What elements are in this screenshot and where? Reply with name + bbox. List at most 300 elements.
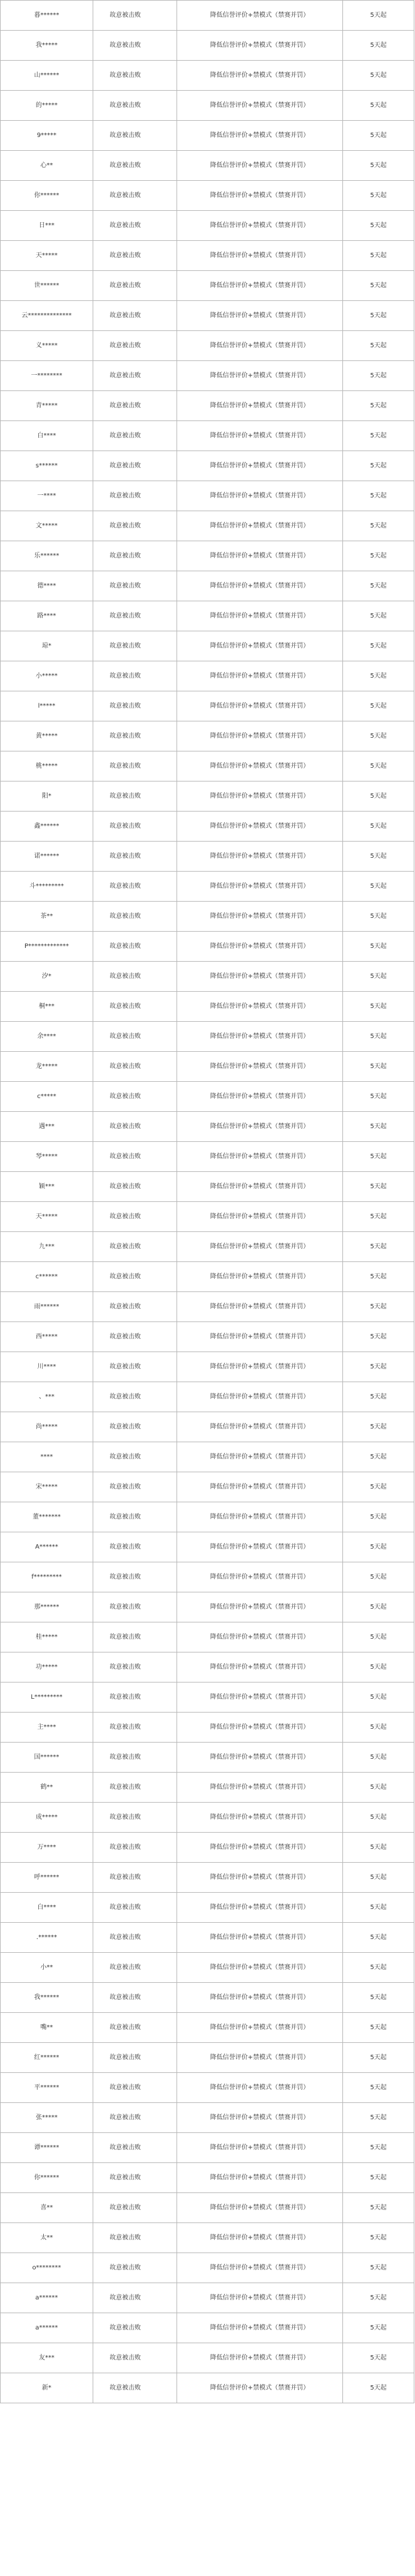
- player-name-cell: 国******: [1, 1743, 93, 1773]
- violation-reason-cell: 故意被击败: [93, 1592, 177, 1622]
- duration-cell: 5天起: [343, 601, 414, 631]
- duration-cell: 5天起: [343, 2223, 414, 2253]
- player-name-cell: 阳*: [1, 781, 93, 812]
- penalty-cell: 降低信誉评价+禁模式（禁赛并罚）: [177, 511, 343, 541]
- duration-cell: 5天起: [343, 1743, 414, 1773]
- player-name-cell: 黄*****: [1, 721, 93, 751]
- violation-reason-cell: 故意被击败: [93, 1202, 177, 1232]
- player-name-cell: P*************: [1, 932, 93, 962]
- player-name-cell: 9*****: [1, 121, 93, 151]
- table-row: [1, 1713, 414, 1743]
- player-name-cell: c******: [1, 1262, 93, 1292]
- duration-cell: 5天起: [343, 31, 414, 61]
- table-row: [1, 1562, 414, 1592]
- violation-reason-cell: 故意被击败: [93, 661, 177, 691]
- penalty-cell: 降低信誉评价+禁模式（禁赛并罚）: [177, 1142, 343, 1172]
- duration-cell: 5天起: [343, 1622, 414, 1652]
- table-row: [1, 1592, 414, 1622]
- penalty-cell: 降低信誉评价+禁模式（禁赛并罚）: [177, 361, 343, 391]
- player-name-cell: 一****: [1, 481, 93, 511]
- table-row: [1, 361, 414, 391]
- table-row: [1, 151, 414, 181]
- player-name-cell: 心**: [1, 151, 93, 181]
- player-name-cell: s******: [1, 451, 93, 481]
- violation-reason-cell: 故意被击败: [93, 1622, 177, 1652]
- player-name-cell: 宋*****: [1, 1472, 93, 1502]
- player-name-cell: 余****: [1, 1022, 93, 1052]
- player-name-cell: 诺******: [1, 842, 93, 872]
- player-name-cell: 、***: [1, 1382, 93, 1412]
- violation-reason-cell: 故意被击败: [93, 1502, 177, 1532]
- violation-reason-cell: 故意被击败: [93, 1683, 177, 1713]
- penalty-cell: 降低信誉评价+禁模式（禁赛并罚）: [177, 1863, 343, 1893]
- penalty-cell: 降低信誉评价+禁模式（禁赛并罚）: [177, 2313, 343, 2343]
- violation-reason-cell: 故意被击败: [93, 1863, 177, 1893]
- penalty-cell: 降低信誉评价+禁模式（禁赛并罚）: [177, 2223, 343, 2253]
- duration-cell: 5天起: [343, 751, 414, 781]
- penalty-cell: 降低信誉评价+禁模式（禁赛并罚）: [177, 1442, 343, 1472]
- violation-reason-cell: 故意被击败: [93, 1953, 177, 1983]
- duration-cell: 5天起: [343, 2193, 414, 2223]
- table-row: [1, 751, 414, 781]
- violation-reason-cell: 故意被击败: [93, 331, 177, 361]
- penalty-cell: 降低信誉评价+禁模式（禁赛并罚）: [177, 932, 343, 962]
- player-name-cell: 琼*: [1, 631, 93, 661]
- violation-reason-cell: 故意被击败: [93, 751, 177, 781]
- violation-reason-cell: 故意被击败: [93, 2073, 177, 2103]
- player-name-cell: 西*****: [1, 1322, 93, 1352]
- penalty-cell: 降低信誉评价+禁模式（禁赛并罚）: [177, 1652, 343, 1683]
- table-row: [1, 1472, 414, 1502]
- player-name-cell: 嘴**: [1, 2013, 93, 2043]
- penalty-cell: 降低信誉评价+禁模式（禁赛并罚）: [177, 1773, 343, 1803]
- duration-cell: 5天起: [343, 181, 414, 211]
- violation-reason-cell: 故意被击败: [93, 571, 177, 601]
- penalty-cell: 降低信誉评价+禁模式（禁赛并罚）: [177, 1893, 343, 1923]
- violation-reason-cell: 故意被击败: [93, 151, 177, 181]
- penalty-cell: 降低信誉评价+禁模式（禁赛并罚）: [177, 1683, 343, 1713]
- violation-reason-cell: 故意被击败: [93, 992, 177, 1022]
- duration-cell: 5天起: [343, 2103, 414, 2133]
- penalty-cell: 降低信誉评价+禁模式（禁赛并罚）: [177, 781, 343, 812]
- table-row: [1, 181, 414, 211]
- table-row: [1, 842, 414, 872]
- duration-cell: 5天起: [343, 2283, 414, 2313]
- player-name-cell: 一********: [1, 361, 93, 391]
- player-name-cell: 龙*****: [1, 1052, 93, 1082]
- duration-cell: 5天起: [343, 2013, 414, 2043]
- table-row: [1, 1412, 414, 1442]
- duration-cell: 5天起: [343, 481, 414, 511]
- violation-reason-cell: 故意被击败: [93, 91, 177, 121]
- player-name-cell: 路****: [1, 601, 93, 631]
- violation-reason-cell: 故意被击败: [93, 481, 177, 511]
- player-name-cell: 斗*********: [1, 872, 93, 902]
- player-name-cell: 天*****: [1, 241, 93, 271]
- violation-reason-cell: 故意被击败: [93, 2043, 177, 2073]
- violation-reason-cell: 故意被击败: [93, 1382, 177, 1412]
- penalty-cell: 降低信誉评价+禁模式（禁赛并罚）: [177, 631, 343, 661]
- table-row: [1, 1953, 414, 1983]
- duration-cell: 5天起: [343, 1893, 414, 1923]
- violation-reason-cell: 故意被击败: [93, 1112, 177, 1142]
- penalty-cell: 降低信誉评价+禁模式（禁赛并罚）: [177, 1622, 343, 1652]
- violation-reason-cell: 故意被击败: [93, 511, 177, 541]
- violation-reason-cell: 故意被击败: [93, 2223, 177, 2253]
- player-name-cell: 友***: [1, 2343, 93, 2373]
- violation-reason-cell: 故意被击败: [93, 1322, 177, 1352]
- player-name-cell: 谭******: [1, 2133, 93, 2163]
- player-name-cell: 白****: [1, 1893, 93, 1923]
- duration-cell: 5天起: [343, 1803, 414, 1833]
- duration-cell: 5天起: [343, 1683, 414, 1713]
- player-name-cell: 的*****: [1, 91, 93, 121]
- duration-cell: 5天起: [343, 241, 414, 271]
- table-row: [1, 1442, 414, 1472]
- duration-cell: 5天起: [343, 1292, 414, 1322]
- player-name-cell: 遇***: [1, 1112, 93, 1142]
- violation-reason-cell: 故意被击败: [93, 301, 177, 331]
- duration-cell: 5天起: [343, 1502, 414, 1532]
- penalty-cell: 降低信誉评价+禁模式（禁赛并罚）: [177, 1923, 343, 1953]
- duration-cell: 5天起: [343, 781, 414, 812]
- player-name-cell: c*****: [1, 1082, 93, 1112]
- violation-reason-cell: 故意被击败: [93, 1142, 177, 1172]
- duration-cell: 5天起: [343, 691, 414, 721]
- violation-reason-cell: 故意被击败: [93, 2373, 177, 2403]
- player-name-cell: 成*****: [1, 1803, 93, 1833]
- table-row: [1, 1652, 414, 1683]
- player-name-cell: 鹤**: [1, 1773, 93, 1803]
- table-row: [1, 1923, 414, 1953]
- violation-reason-cell: 故意被击败: [93, 601, 177, 631]
- penalty-cell: 降低信誉评价+禁模式（禁赛并罚）: [177, 1052, 343, 1082]
- player-name-cell: 桐***: [1, 992, 93, 1022]
- table-row: [1, 2043, 414, 2073]
- player-name-cell: 红******: [1, 2043, 93, 2073]
- player-name-cell: a******: [1, 2313, 93, 2343]
- duration-cell: 5天起: [343, 2073, 414, 2103]
- duration-cell: 5天起: [343, 2253, 414, 2283]
- penalty-cell: 降低信誉评价+禁模式（禁赛并罚）: [177, 2283, 343, 2313]
- table-row: [1, 992, 414, 1022]
- player-name-cell: 平******: [1, 2073, 93, 2103]
- violation-reason-cell: 故意被击败: [93, 1262, 177, 1292]
- table-row: [1, 2313, 414, 2343]
- duration-cell: 5天起: [343, 1773, 414, 1803]
- violation-reason-cell: 故意被击败: [93, 421, 177, 451]
- violation-reason-cell: 故意被击败: [93, 1412, 177, 1442]
- violation-reason-cell: 故意被击败: [93, 211, 177, 241]
- duration-cell: 5天起: [343, 962, 414, 992]
- table-row: [1, 1112, 414, 1142]
- player-name-cell: 青*****: [1, 391, 93, 421]
- table-row: [1, 1502, 414, 1532]
- violation-reason-cell: 故意被击败: [93, 1292, 177, 1322]
- duration-cell: 5天起: [343, 812, 414, 842]
- duration-cell: 5天起: [343, 1472, 414, 1502]
- penalty-cell: 降低信誉评价+禁模式（禁赛并罚）: [177, 451, 343, 481]
- violation-reason-cell: 故意被击败: [93, 1713, 177, 1743]
- violation-reason-cell: 故意被击败: [93, 2313, 177, 2343]
- violation-reason-cell: 故意被击败: [93, 1472, 177, 1502]
- penalty-cell: 降低信誉评价+禁模式（禁赛并罚）: [177, 421, 343, 451]
- duration-cell: 5天起: [343, 992, 414, 1022]
- violation-reason-cell: 故意被击败: [93, 781, 177, 812]
- duration-cell: 5天起: [343, 1412, 414, 1442]
- penalty-list-body: [1, 1, 414, 2403]
- duration-cell: 5天起: [343, 2133, 414, 2163]
- penalty-cell: 降低信誉评价+禁模式（禁赛并罚）: [177, 91, 343, 121]
- table-row: [1, 2283, 414, 2313]
- table-row: [1, 331, 414, 361]
- player-name-cell: 德****: [1, 571, 93, 601]
- table-row: [1, 2253, 414, 2283]
- violation-reason-cell: 故意被击败: [93, 1923, 177, 1953]
- player-name-cell: 张*****: [1, 2103, 93, 2133]
- violation-reason-cell: 故意被击败: [93, 2283, 177, 2313]
- table-row: [1, 571, 414, 601]
- penalty-cell: 降低信誉评价+禁模式（禁赛并罚）: [177, 812, 343, 842]
- duration-cell: 5天起: [343, 91, 414, 121]
- player-name-cell: .******: [1, 1923, 93, 1953]
- player-name-cell: o********: [1, 2253, 93, 2283]
- table-row: [1, 1352, 414, 1382]
- penalty-cell: 降低信誉评价+禁模式（禁赛并罚）: [177, 2253, 343, 2283]
- table-row: [1, 1, 414, 31]
- penalty-cell: 降低信誉评价+禁模式（禁赛并罚）: [177, 691, 343, 721]
- violation-reason-cell: 故意被击败: [93, 451, 177, 481]
- table-row: [1, 1172, 414, 1202]
- duration-cell: 5天起: [343, 2373, 414, 2403]
- player-name-cell: 太**: [1, 2223, 93, 2253]
- table-row: [1, 601, 414, 631]
- table-row: [1, 511, 414, 541]
- penalty-cell: 降低信誉评价+禁模式（禁赛并罚）: [177, 751, 343, 781]
- violation-reason-cell: 故意被击败: [93, 121, 177, 151]
- penalty-cell: 降低信誉评价+禁模式（禁赛并罚）: [177, 661, 343, 691]
- penalty-cell: 降低信誉评价+禁模式（禁赛并罚）: [177, 241, 343, 271]
- duration-cell: 5天起: [343, 1923, 414, 1953]
- duration-cell: 5天起: [343, 1532, 414, 1562]
- duration-cell: 5天起: [343, 451, 414, 481]
- duration-cell: 5天起: [343, 1082, 414, 1112]
- player-name-cell: 桂*****: [1, 1622, 93, 1652]
- violation-reason-cell: 故意被击败: [93, 1803, 177, 1833]
- player-name-cell: 万****: [1, 1833, 93, 1863]
- duration-cell: 5天起: [343, 2313, 414, 2343]
- player-name-cell: 世******: [1, 271, 93, 301]
- violation-reason-cell: 故意被击败: [93, 1983, 177, 2013]
- duration-cell: 5天起: [343, 541, 414, 571]
- table-row: [1, 872, 414, 902]
- table-row: [1, 631, 414, 661]
- penalty-cell: 降低信誉评价+禁模式（禁赛并罚）: [177, 1502, 343, 1532]
- player-name-cell: 义*****: [1, 331, 93, 361]
- duration-cell: 5天起: [343, 1562, 414, 1592]
- penalty-cell: 降低信誉评价+禁模式（禁赛并罚）: [177, 211, 343, 241]
- table-row: [1, 1863, 414, 1893]
- player-name-cell: 呼******: [1, 1863, 93, 1893]
- table-row: [1, 1202, 414, 1232]
- player-name-cell: L*********: [1, 1683, 93, 1713]
- duration-cell: 5天起: [343, 661, 414, 691]
- penalty-cell: 降低信誉评价+禁模式（禁赛并罚）: [177, 2373, 343, 2403]
- table-row: [1, 812, 414, 842]
- duration-cell: 5天起: [343, 301, 414, 331]
- duration-cell: 5天起: [343, 1022, 414, 1052]
- violation-reason-cell: 故意被击败: [93, 842, 177, 872]
- player-name-cell: 白****: [1, 421, 93, 451]
- penalty-cell: 降低信誉评价+禁模式（禁赛并罚）: [177, 271, 343, 301]
- player-name-cell: 你******: [1, 2163, 93, 2193]
- table-row: [1, 211, 414, 241]
- violation-reason-cell: 故意被击败: [93, 271, 177, 301]
- violation-reason-cell: 故意被击败: [93, 391, 177, 421]
- penalty-cell: 降低信誉评价+禁模式（禁赛并罚）: [177, 1172, 343, 1202]
- penalty-cell: 降低信誉评价+禁模式（禁赛并罚）: [177, 1743, 343, 1773]
- table-row: [1, 781, 414, 812]
- table-row: [1, 481, 414, 511]
- table-row: [1, 691, 414, 721]
- player-name-cell: f*********: [1, 1562, 93, 1592]
- duration-cell: 5天起: [343, 1142, 414, 1172]
- player-name-cell: 暮******: [1, 1, 93, 31]
- duration-cell: 5天起: [343, 1652, 414, 1683]
- duration-cell: 5天起: [343, 331, 414, 361]
- violation-reason-cell: 故意被击败: [93, 2133, 177, 2163]
- duration-cell: 5天起: [343, 842, 414, 872]
- player-name-cell: 喜**: [1, 2193, 93, 2223]
- duration-cell: 5天起: [343, 1713, 414, 1743]
- table-row: [1, 661, 414, 691]
- table-row: [1, 541, 414, 571]
- player-name-cell: 鑫******: [1, 812, 93, 842]
- duration-cell: 5天起: [343, 271, 414, 301]
- violation-reason-cell: 故意被击败: [93, 1, 177, 31]
- penalty-cell: 降低信誉评价+禁模式（禁赛并罚）: [177, 902, 343, 932]
- duration-cell: 5天起: [343, 2043, 414, 2073]
- table-row: [1, 1322, 414, 1352]
- violation-reason-cell: 故意被击败: [93, 1082, 177, 1112]
- player-name-cell: 功*****: [1, 1652, 93, 1683]
- table-row: [1, 1983, 414, 2013]
- player-name-cell: 日***: [1, 211, 93, 241]
- duration-cell: 5天起: [343, 511, 414, 541]
- duration-cell: 5天起: [343, 361, 414, 391]
- duration-cell: 5天起: [343, 61, 414, 91]
- violation-reason-cell: 故意被击败: [93, 691, 177, 721]
- player-name-cell: 川****: [1, 1352, 93, 1382]
- violation-reason-cell: 故意被击败: [93, 1352, 177, 1382]
- penalty-cell: 降低信誉评价+禁模式（禁赛并罚）: [177, 721, 343, 751]
- table-row: [1, 1773, 414, 1803]
- penalty-cell: 降低信誉评价+禁模式（禁赛并罚）: [177, 151, 343, 181]
- penalty-cell: 降低信誉评价+禁模式（禁赛并罚）: [177, 2193, 343, 2223]
- violation-reason-cell: 故意被击败: [93, 1652, 177, 1683]
- player-name-cell: 董*******: [1, 1502, 93, 1532]
- penalty-cell: 降低信誉评价+禁模式（禁赛并罚）: [177, 1412, 343, 1442]
- penalty-cell: 降低信誉评价+禁模式（禁赛并罚）: [177, 301, 343, 331]
- duration-cell: 5天起: [343, 1382, 414, 1412]
- penalty-cell: 降低信誉评价+禁模式（禁赛并罚）: [177, 331, 343, 361]
- violation-reason-cell: 故意被击败: [93, 361, 177, 391]
- table-row: [1, 1022, 414, 1052]
- player-name-cell: 那******: [1, 1592, 93, 1622]
- duration-cell: 5天起: [343, 211, 414, 241]
- violation-reason-cell: 故意被击败: [93, 721, 177, 751]
- table-row: [1, 1292, 414, 1322]
- player-name-cell: 雨******: [1, 1292, 93, 1322]
- penalty-cell: 降低信誉评价+禁模式（禁赛并罚）: [177, 1022, 343, 1052]
- table-row: [1, 2373, 414, 2403]
- penalty-cell: 降低信誉评价+禁模式（禁赛并罚）: [177, 31, 343, 61]
- table-row: [1, 2073, 414, 2103]
- table-row: [1, 421, 414, 451]
- penalty-cell: 降低信誉评价+禁模式（禁赛并罚）: [177, 1562, 343, 1592]
- player-name-cell: 桃*****: [1, 751, 93, 781]
- violation-reason-cell: 故意被击败: [93, 1893, 177, 1923]
- penalty-cell: 降低信誉评价+禁模式（禁赛并罚）: [177, 992, 343, 1022]
- table-row: [1, 301, 414, 331]
- violation-reason-cell: 故意被击败: [93, 1562, 177, 1592]
- violation-reason-cell: 故意被击败: [93, 1052, 177, 1082]
- duration-cell: 5天起: [343, 151, 414, 181]
- table-row: [1, 61, 414, 91]
- penalty-cell: 降低信誉评价+禁模式（禁赛并罚）: [177, 2343, 343, 2373]
- penalty-cell: 降低信誉评价+禁模式（禁赛并罚）: [177, 2163, 343, 2193]
- player-name-cell: A******: [1, 1532, 93, 1562]
- player-name-cell: 茶**: [1, 902, 93, 932]
- duration-cell: 5天起: [343, 1052, 414, 1082]
- table-row: [1, 2013, 414, 2043]
- table-row: [1, 962, 414, 992]
- table-row: [1, 1382, 414, 1412]
- table-row: [1, 2193, 414, 2223]
- table-row: [1, 1142, 414, 1172]
- table-row: [1, 121, 414, 151]
- penalty-cell: 降低信誉评价+禁模式（禁赛并罚）: [177, 1532, 343, 1562]
- duration-cell: 5天起: [343, 2163, 414, 2193]
- violation-reason-cell: 故意被击败: [93, 1743, 177, 1773]
- duration-cell: 5天起: [343, 902, 414, 932]
- player-name-cell: 尚*****: [1, 1412, 93, 1442]
- table-row: [1, 271, 414, 301]
- penalty-cell: 降低信誉评价+禁模式（禁赛并罚）: [177, 601, 343, 631]
- duration-cell: 5天起: [343, 1232, 414, 1262]
- player-name-cell: 小**: [1, 1953, 93, 1983]
- duration-cell: 5天起: [343, 1172, 414, 1202]
- player-name-cell: 小*****: [1, 661, 93, 691]
- penalty-cell: 降低信誉评价+禁模式（禁赛并罚）: [177, 61, 343, 91]
- violation-reason-cell: 故意被击败: [93, 61, 177, 91]
- penalty-cell: 降低信誉评价+禁模式（禁赛并罚）: [177, 1382, 343, 1412]
- duration-cell: 5天起: [343, 1833, 414, 1863]
- violation-reason-cell: 故意被击败: [93, 2103, 177, 2133]
- penalty-cell: 降低信誉评价+禁模式（禁赛并罚）: [177, 1803, 343, 1833]
- table-row: [1, 1743, 414, 1773]
- player-name-cell: a******: [1, 2283, 93, 2313]
- violation-reason-cell: 故意被击败: [93, 181, 177, 211]
- player-name-cell: 琴*****: [1, 1142, 93, 1172]
- violation-reason-cell: 故意被击败: [93, 31, 177, 61]
- table-row: [1, 2103, 414, 2133]
- player-name-cell: 山******: [1, 61, 93, 91]
- table-row: [1, 902, 414, 932]
- penalty-cell: 降低信誉评价+禁模式（禁赛并罚）: [177, 2013, 343, 2043]
- violation-reason-cell: 故意被击败: [93, 962, 177, 992]
- violation-reason-cell: 故意被击败: [93, 932, 177, 962]
